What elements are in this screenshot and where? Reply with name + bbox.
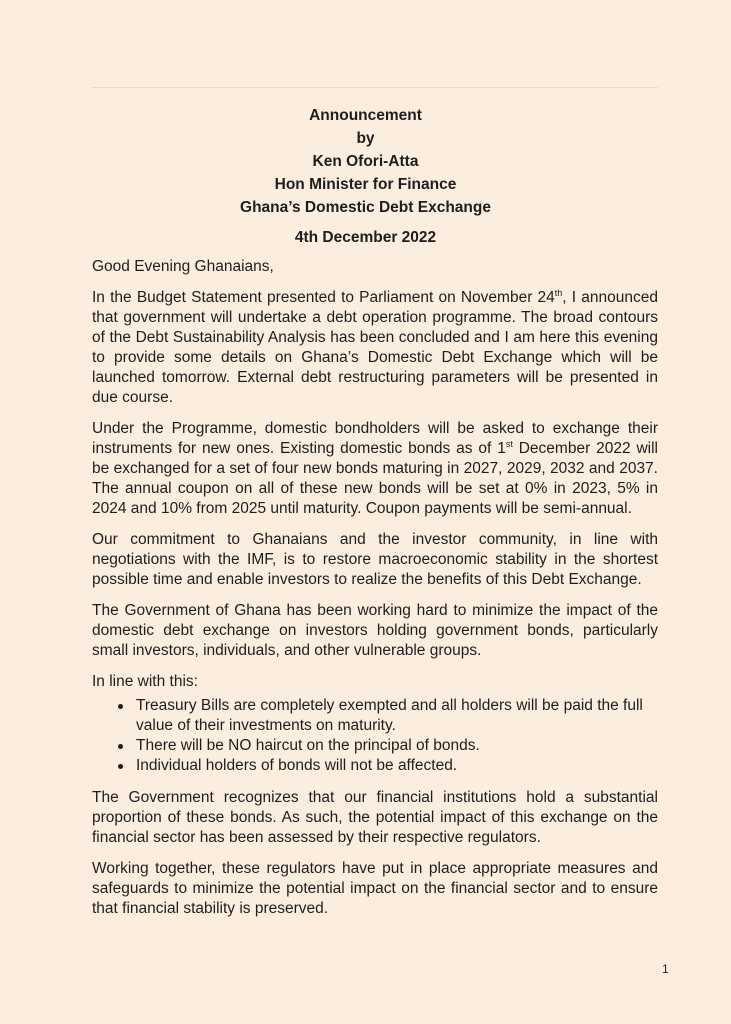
- bullet-icon: [118, 764, 123, 769]
- document-body: [92, 257, 658, 930]
- bullet-list: [92, 696, 658, 776]
- paragraph-in-line: In line with this:: [92, 673, 198, 690]
- bullet-icon: [118, 704, 123, 709]
- announcement-heading: [0, 104, 731, 219]
- bullet-text: Treasury Bills are completely exempted and all holders will be paid the full value of their investments on maturity.: [136, 697, 643, 734]
- heading-author-role: Hon Minister for Finance: [274, 176, 457, 193]
- bullet-icon: [118, 744, 123, 749]
- announcement-date: 4th December 2022: [294, 229, 437, 246]
- heading-subject: Ghana’s Domestic Debt Exchange: [240, 199, 491, 216]
- bullet-item: [116, 696, 658, 736]
- bullet-text: There will be NO haircut on the principal of bonds.: [136, 737, 480, 754]
- bullet-text: Individual holders of bonds will not be affected.: [136, 757, 458, 774]
- heading-author: Ken Ofori-Atta: [312, 153, 419, 170]
- bullet-item: [116, 756, 658, 776]
- paragraph-regulators: Working together, these regulators have put in place appropriate measures and safeguards to minimize the potential impact on the financial sector and to ensure that financial stability is preserved.: [92, 860, 658, 917]
- paragraph-commitment: Our commitment to Ghanaians and the investor community, in line with negotiations with the IMF, is to restore macroeconomic stability in the shortest possible time and enable investors to realize the benefits of this Debt Exchange.: [92, 531, 658, 588]
- paragraph-programme: [92, 419, 658, 519]
- page-number: 1: [662, 962, 669, 976]
- paragraph-text: Under the Programme, domestic bondholders will be asked to exchange their instruments for new ones. Existing domestic bonds as of 1: [92, 420, 658, 457]
- heading-title: Announcement: [309, 107, 422, 124]
- top-divider: [92, 87, 658, 88]
- paragraph-minimize-impact: The Government of Ghana has been working hard to minimize the impact of the domestic debt exchange on investors holding government bonds, particularly small investors, individuals, and other vulnerable groups.: [92, 602, 658, 659]
- paragraph-text: In the Budget Statement presented to Parliament on November 24: [92, 289, 555, 306]
- superscript: st: [505, 438, 513, 449]
- paragraph-financial-institutions: The Government recognizes that our financial institutions hold a substantial proportion of these bonds. As such, the potential impact of this exchange on the financial sector has been assessed by their respective regulators.: [92, 789, 658, 846]
- superscript: th: [554, 287, 563, 298]
- bullet-item: [116, 736, 658, 756]
- paragraph-budget-statement: [92, 288, 658, 408]
- paragraph-text: December 2022 will be exchanged for a set of four new bonds maturing in 2027, 2029, 2032 and 2037. The annual coupon on all of these new bonds will be set at 0% in 2023, 5% in 2024 and 10% from 2025 until maturity. Coupon payments will be semi-annual.: [92, 440, 658, 517]
- paragraph-text: , I announced that government will undertake a debt operation programme. The broad contours of the Debt Sustainability Analysis has been concluded and I am here this evening to provide some details on Ghana’s Domestic Debt Exchange which will be launched tomorrow. External debt restructuring parameters will be presented in due course.: [92, 289, 658, 406]
- heading-by: by: [356, 130, 375, 147]
- greeting: Good Evening Ghanaians,: [92, 258, 274, 275]
